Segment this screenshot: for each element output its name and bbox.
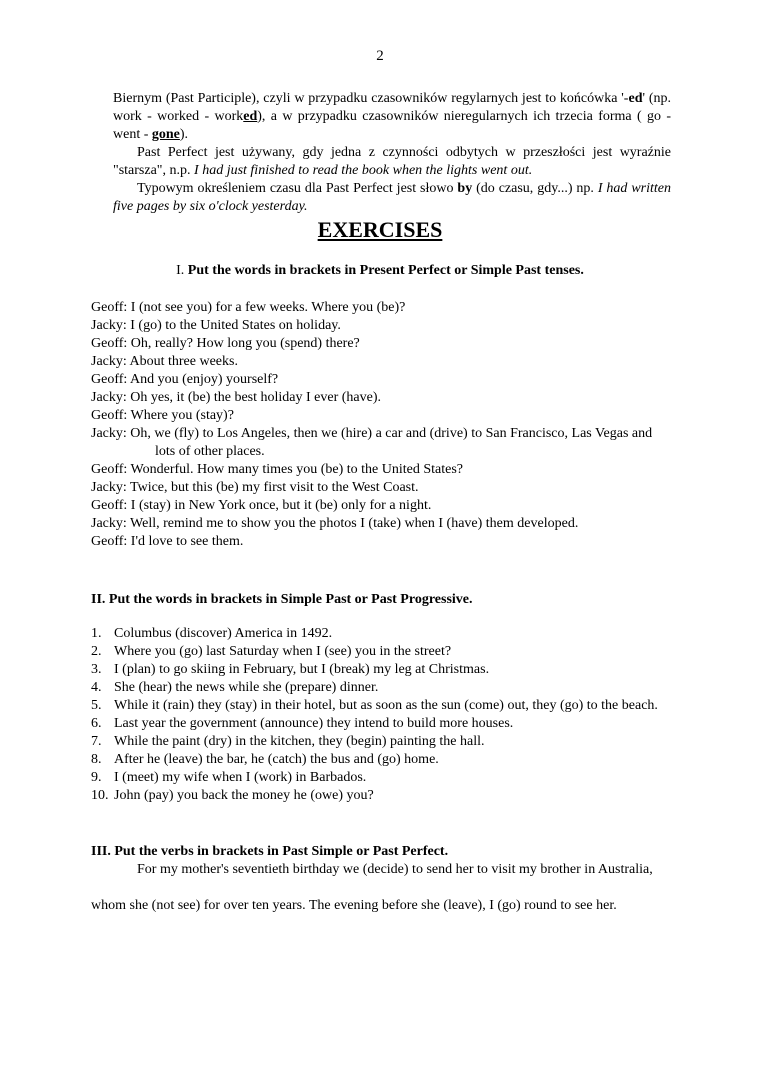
exercise-2-heading: II. Put the words in brackets in Simple Past or Past Progressive. bbox=[91, 592, 473, 607]
list-item: 8. After he (leave) the bar, he (catch) the bus and (go) home. bbox=[91, 752, 439, 767]
dialog-line: Jacky: Oh yes, it (be) the best holiday I ever (have). bbox=[91, 390, 382, 405]
list-item: 2. Where you (go) last Saturday when I (see) you in the street? bbox=[91, 644, 452, 659]
intro-paragraph-2: Past Perfect jest używany, gdy jedna z czynności odbytych w przeszłości jest wyraźnie "starsza", n.p. I had just finished to read the book when the lights went out. bbox=[113, 145, 671, 178]
dialog-line: Geoff: And you (enjoy) yourself? bbox=[91, 372, 279, 387]
list-item: 3. I (plan) to go skiing in February, but I (break) my leg at Christmas. bbox=[91, 662, 490, 677]
exercise-1-dialog bbox=[91, 299, 671, 551]
page-number: 2 bbox=[376, 48, 384, 64]
exercises-title: EXERCISES bbox=[317, 217, 443, 242]
keyword-by: by bbox=[457, 181, 473, 196]
example-sentence-2: I had written five pages by six o'clock yesterday. bbox=[113, 181, 671, 214]
dialog-line: Jacky: About three weeks. bbox=[91, 354, 238, 369]
exercise-3-heading: III. Put the verbs in brackets in Past Simple or Past Perfect. bbox=[91, 844, 449, 859]
exercise-3-paragraph-1: For my mother's seventieth birthday we (decide) to send her to visit my brother in Australia, bbox=[137, 862, 653, 877]
exercise-2-list bbox=[91, 625, 671, 805]
dialog-line: Jacky: Oh, we (fly) to Los Angeles, then we (hire) a car and (drive) to San Francisco, Las Vegas and lots of other places. bbox=[91, 425, 671, 461]
dialog-line: Jacky: Twice, but this (be) my first visit to the West Coast. bbox=[91, 480, 419, 495]
list-item: 6. Last year the government (announce) they intend to build more houses. bbox=[91, 716, 514, 731]
suffix-ed: ed bbox=[628, 91, 643, 106]
word-gone: gone bbox=[151, 127, 180, 142]
exercise-1-heading: I. Put the words in brackets in Present Perfect or Simple Past tenses. bbox=[176, 263, 584, 278]
dialog-line: Geoff: Wonderful. How many times you (be) to the United States? bbox=[91, 462, 463, 477]
list-item: 1. Columbus (discover) America in 1492. bbox=[91, 626, 333, 641]
dialog-line: Jacky: I (go) to the United States on holiday. bbox=[91, 318, 341, 333]
exercise-3-paragraph-2: whom she (not see) for over ten years. The evening before she (leave), I (go) round to see her. bbox=[91, 898, 617, 913]
list-item: 10. John (pay) you back the money he (owe) you? bbox=[91, 788, 374, 803]
dialog-line: Geoff: Where you (stay)? bbox=[91, 408, 234, 423]
list-item: 7. While the paint (dry) in the kitchen, they (begin) painting the hall. bbox=[91, 734, 485, 749]
list-item: 4. She (hear) the news while she (prepare) dinner. bbox=[91, 680, 379, 695]
dialog-line: Geoff: Oh, really? How long you (spend) there? bbox=[91, 336, 360, 351]
example-sentence-1: I had just finished to read the book when the lights went out. bbox=[194, 163, 533, 178]
intro-paragraph-1: Biernym (Past Participle), czyli w przypadku czasowników regylarnych jest to końcówka '-ed' (np. work - worked - worked), a w przypadku czasowników nieregularnych ich trzecia forma ( go - went - gone). bbox=[113, 91, 672, 142]
dialog-line: Geoff: I'd love to see them. bbox=[91, 534, 244, 549]
suffix-ed-underlined: ed bbox=[243, 109, 258, 124]
list-item: 9. I (meet) my wife when I (work) in Barbados. bbox=[91, 770, 367, 785]
intro-paragraph-3: Typowym określeniem czasu dla Past Perfect jest słowo by (do czasu, gdy...) np. I had written five pages by six o'clock yesterday. bbox=[113, 181, 671, 214]
dialog-line: Geoff: I (stay) in New York once, but it (be) only for a night. bbox=[91, 498, 432, 513]
dialog-line-continuation: lots of other places. bbox=[155, 444, 265, 459]
dialog-line: Geoff: I (not see you) for a few weeks. Where you (be)? bbox=[91, 300, 406, 315]
dialog-line: Jacky: Well, remind me to show you the photos I (take) when I (have) them developed. bbox=[91, 516, 579, 531]
intro-text bbox=[113, 90, 671, 216]
list-item: 5. While it (rain) they (stay) in their hotel, but as soon as the sun (come) out, they (go) to the beach. bbox=[91, 698, 658, 713]
